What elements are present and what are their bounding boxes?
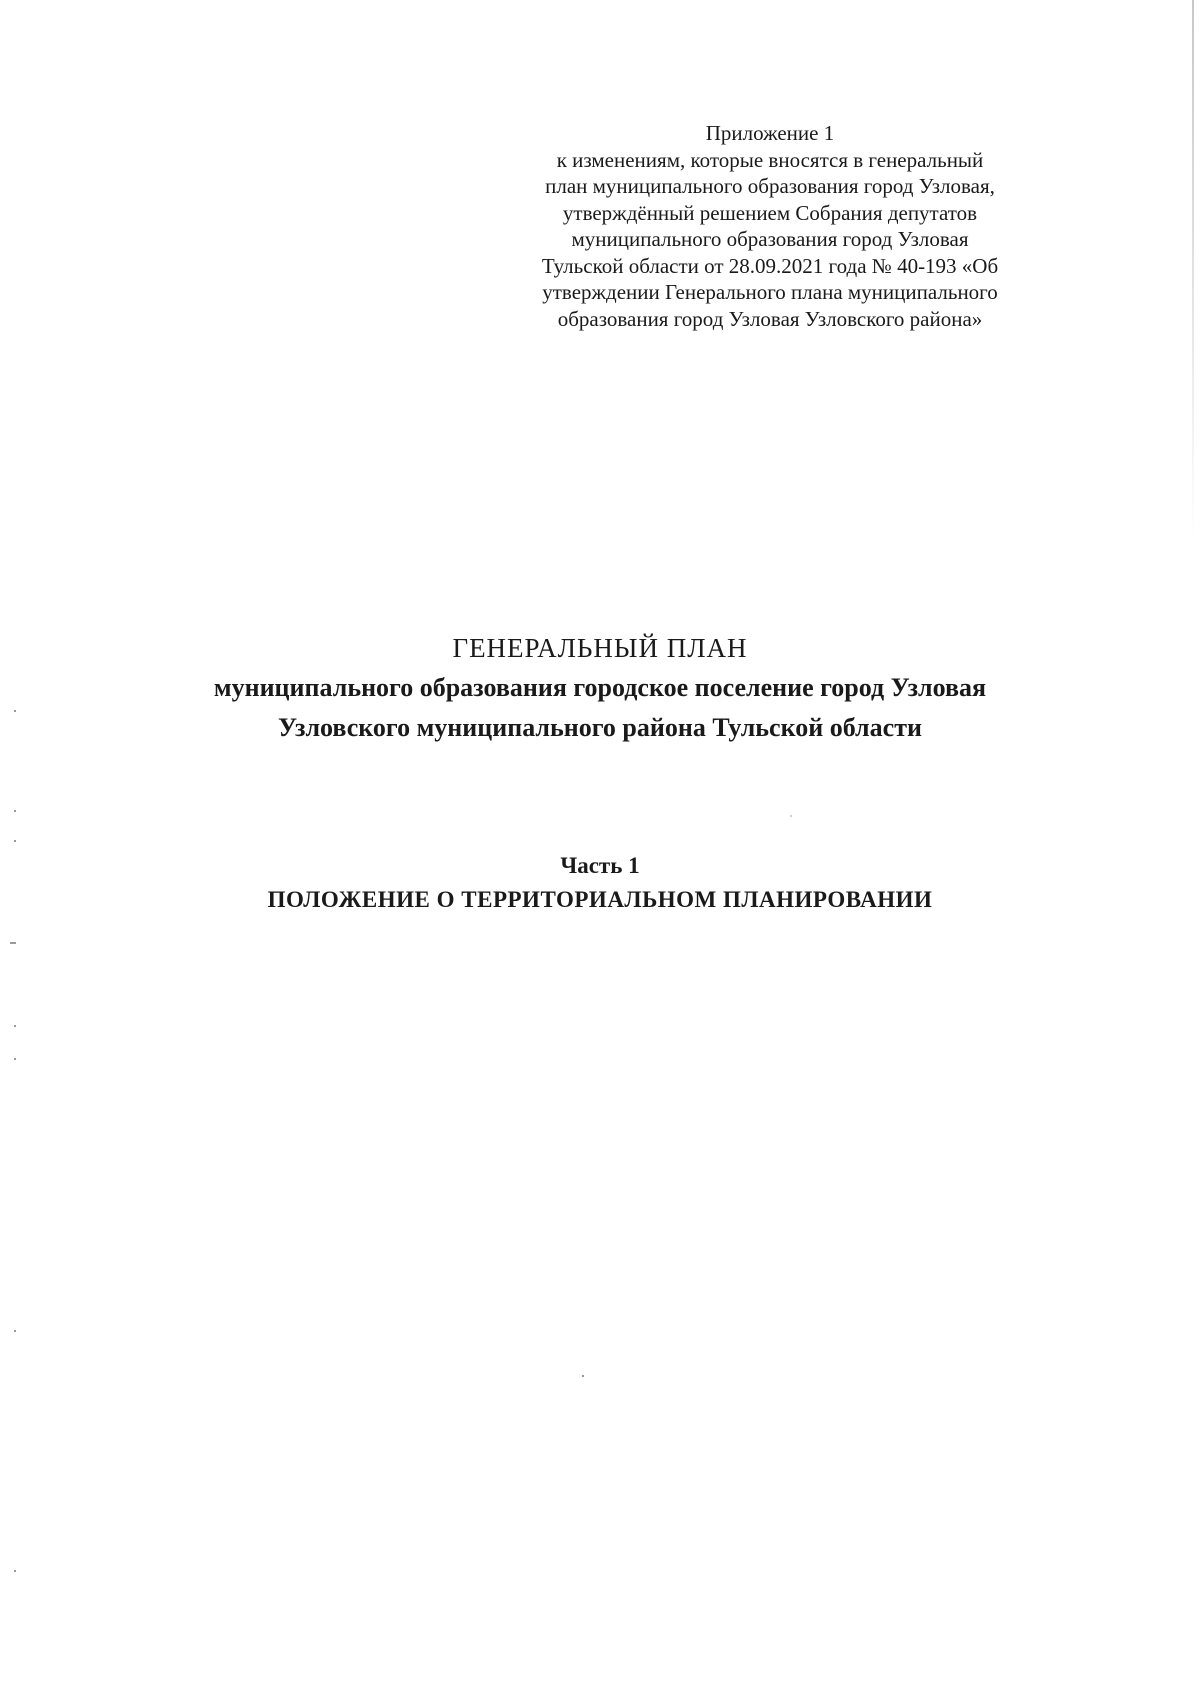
document-title: ГЕНЕРАЛЬНЫЙ ПЛАН <box>452 633 748 663</box>
part-block <box>0 849 1200 917</box>
scan-dot-artifact <box>14 1330 16 1332</box>
scan-dot-artifact <box>790 815 792 817</box>
document-subtitle-line-2: Узловского муниципального района Тульской области <box>278 713 922 742</box>
document-subtitle-line-1: муниципального образования городское поселение город Узловая <box>213 673 987 702</box>
appendix-note-line: утверждённый решением Собрания депутатов <box>562 200 978 225</box>
appendix-note-line: Приложение 1 <box>705 121 835 145</box>
appendix-note-line: к изменениям, которые вносятся в генеральный <box>556 147 984 172</box>
scan-dot-artifact <box>14 710 16 712</box>
title-block <box>0 628 1200 748</box>
part-title: ПОЛОЖЕНИЕ О ТЕРРИТОРИАЛЬНОМ ПЛАНИРОВАНИИ <box>267 887 933 912</box>
scan-dot-artifact <box>14 1570 16 1572</box>
appendix-note-line: образования город Узловая Узловского района» <box>557 306 983 331</box>
scan-dot-artifact <box>582 1375 584 1377</box>
appendix-note-line: муниципального образования город Узловая <box>571 227 969 251</box>
scan-dot-artifact <box>14 1058 16 1060</box>
scan-dot-artifact <box>14 810 16 812</box>
appendix-note-line: утверждении Генерального плана муниципального <box>542 280 998 304</box>
scan-edge-artifact <box>1192 0 1194 540</box>
scan-dot-artifact <box>14 1025 16 1027</box>
scan-dot-artifact <box>10 942 16 944</box>
scan-dot-artifact <box>14 840 16 842</box>
appendix-note <box>490 120 1050 332</box>
part-label: Часть 1 <box>560 853 640 878</box>
appendix-note-line: Тульской области от 28.09.2021 года № 40-193 «Об <box>541 253 999 278</box>
appendix-note-line: план муниципального образования город Узловая, <box>545 174 995 198</box>
